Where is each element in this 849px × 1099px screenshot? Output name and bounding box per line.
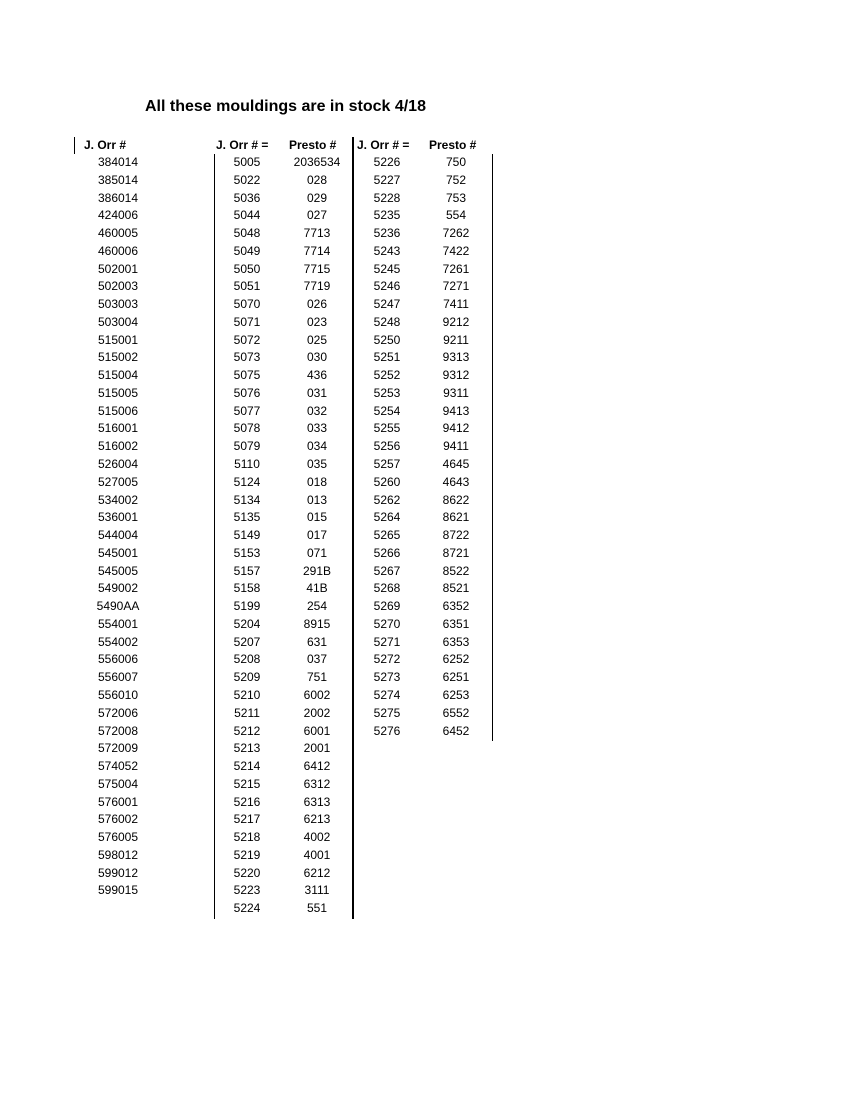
table-cell: 5490AA [96, 599, 140, 614]
table-cell: 5255 [373, 421, 401, 436]
table-cell: 2036534 [293, 155, 341, 169]
table-cell: 599015 [97, 883, 139, 898]
table-cell: 556006 [97, 652, 139, 667]
table-cell: 5227 [373, 172, 401, 187]
divider-group2 [214, 154, 215, 919]
table-cell: 5262 [373, 492, 401, 507]
table-cell: 8622 [442, 492, 470, 507]
table-cell: 502001 [97, 261, 139, 276]
table-cell: 8522 [442, 563, 470, 578]
divider-left [74, 137, 75, 154]
table-cell: 460005 [97, 226, 139, 241]
table-cell: 386014 [97, 190, 139, 205]
table-cell: 750 [445, 155, 467, 169]
table-cell: 6251 [442, 670, 470, 685]
table-cell: 5048 [233, 226, 261, 241]
table-cell: 7715 [303, 261, 331, 276]
table-cell: 6412 [303, 759, 331, 774]
table-cell: 5265 [373, 528, 401, 543]
table-cell: 5124 [233, 474, 261, 489]
table-cell: 5267 [373, 563, 401, 578]
header-jorr-3: J. Orr # = [357, 138, 410, 152]
table-cell: 5275 [373, 705, 401, 720]
table-cell: 753 [445, 190, 467, 205]
table-cell: 018 [306, 474, 328, 489]
table-cell: 5073 [233, 350, 261, 365]
table-cell: 5226 [373, 155, 401, 169]
page-title: All these mouldings are in stock 4/18 [145, 98, 426, 115]
table-cell: 527005 [97, 474, 139, 489]
table-cell: 5217 [233, 812, 261, 827]
table-cell: 3111 [304, 883, 330, 898]
table-cell: 2002 [303, 705, 331, 720]
table-cell: 6253 [442, 687, 470, 702]
table-cell: 576005 [97, 830, 139, 845]
table-cell: 9311 [443, 385, 469, 400]
table-cell: 5050 [233, 261, 261, 276]
table-cell: 291B [302, 563, 332, 578]
table-cell: 9413 [442, 403, 470, 418]
table-cell: 6252 [442, 652, 470, 667]
table-cell: 5153 [233, 545, 261, 560]
table-cell: 7411 [443, 297, 469, 312]
table-cell: 436 [306, 368, 328, 383]
table-cell: 5209 [233, 670, 261, 685]
table-cell: 6313 [303, 794, 331, 809]
table-cell: 5135 [233, 510, 261, 525]
table-cell: 5224 [233, 901, 261, 916]
table-cell: 023 [306, 314, 328, 329]
table-cell: 5269 [373, 599, 401, 614]
table-cell: 5236 [373, 226, 401, 241]
header-jorr-2: J. Orr # = [216, 138, 269, 152]
table-cell: 029 [306, 190, 328, 205]
table-cell: 5274 [373, 687, 401, 702]
table-cell: 9313 [442, 350, 470, 365]
table-cell: 576001 [97, 794, 139, 809]
table-cell: 460006 [97, 243, 139, 258]
table-cell: 574052 [97, 759, 139, 774]
table-cell: 384014 [97, 155, 139, 169]
table-cell: 502003 [97, 279, 139, 294]
header-presto-2: Presto # [429, 138, 477, 152]
divider-group3 [352, 137, 354, 919]
table-cell: 5254 [373, 403, 401, 418]
table-cell: 5051 [233, 279, 261, 294]
table-cell: 5264 [373, 510, 401, 525]
table-cell: 5272 [373, 652, 401, 667]
table-cell: 6212 [303, 865, 331, 880]
table-cell: 6452 [442, 723, 470, 738]
table-cell: 5071 [233, 314, 261, 329]
table-cell: 551 [306, 901, 328, 916]
column-jorr-group3 [362, 154, 412, 740]
divider-right [492, 154, 493, 741]
table-cell: 5216 [233, 794, 261, 809]
table-cell: 545005 [97, 563, 139, 578]
table-cell: 576002 [97, 812, 139, 827]
table-cell: 515001 [97, 332, 139, 347]
table-cell: 5199 [233, 599, 261, 614]
table-cell: 4001 [303, 847, 331, 862]
table-cell: 7271 [442, 279, 470, 294]
table-cell: 5252 [373, 368, 401, 383]
table-cell: 9312 [442, 368, 470, 383]
table-cell: 026 [306, 297, 328, 312]
table-cell: 5157 [233, 563, 261, 578]
table-cell: 572006 [97, 705, 139, 720]
table-cell: 599012 [97, 865, 139, 880]
table-cell: 9412 [442, 421, 470, 436]
table-cell: 5273 [373, 670, 401, 685]
column-presto-group2 [286, 154, 348, 918]
table-cell: 5235 [373, 208, 401, 223]
column-jorr-group2 [222, 154, 272, 918]
table-cell: 5070 [233, 297, 261, 312]
table-cell: 7422 [442, 243, 470, 258]
table-cell: 526004 [97, 457, 139, 472]
header-presto-1: Presto # [289, 138, 337, 152]
table-cell: 5005 [233, 155, 261, 169]
table-cell: 572008 [97, 723, 139, 738]
table-cell: 5212 [233, 723, 261, 738]
table-cell: 5247 [373, 297, 401, 312]
table-cell: 6312 [303, 776, 331, 791]
table-cell: 5276 [373, 723, 401, 738]
table-cell: 5271 [373, 634, 401, 649]
table-cell: 554001 [97, 616, 139, 631]
table-cell: 556007 [97, 670, 139, 685]
table-cell: 5072 [233, 332, 261, 347]
table-cell: 5266 [373, 545, 401, 560]
table-cell: 554002 [97, 634, 139, 649]
table-cell: 503004 [97, 314, 139, 329]
table-cell: 6552 [442, 705, 470, 720]
table-cell: 5110 [234, 457, 260, 472]
table-cell: 5253 [373, 385, 401, 400]
table-cell: 5246 [373, 279, 401, 294]
table-cell: 5036 [233, 190, 261, 205]
table-cell: 751 [306, 670, 328, 685]
table-cell: 034 [306, 439, 328, 454]
table-cell: 7714 [303, 243, 331, 258]
table-cell: 5215 [233, 776, 261, 791]
table-cell: 572009 [97, 741, 139, 756]
table-cell: 5149 [233, 528, 261, 543]
column-jorr-stock [88, 154, 148, 900]
table-cell: 030 [306, 350, 328, 365]
table-cell: 9212 [442, 314, 470, 329]
table-cell: 9411 [443, 439, 469, 454]
table-cell: 5270 [373, 616, 401, 631]
header-jorr-1: J. Orr # [84, 138, 127, 152]
table-cell: 5245 [373, 261, 401, 276]
table-cell: 549002 [97, 581, 139, 596]
table-cell: 2001 [303, 741, 331, 756]
table-cell: 503003 [97, 297, 139, 312]
table-cell: 025 [306, 332, 328, 347]
table-cell: 028 [306, 172, 328, 187]
table-cell: 545001 [97, 545, 139, 560]
table-cell: 7713 [303, 226, 331, 241]
table-cell: 4002 [303, 830, 331, 845]
table-cell: 071 [306, 545, 328, 560]
table-cell: 5220 [233, 865, 261, 880]
table-cell: 5049 [233, 243, 261, 258]
table-cell: 5243 [373, 243, 401, 258]
table-cell: 8621 [442, 510, 470, 525]
table-cell: 5134 [233, 492, 261, 507]
table-cell: 41B [306, 581, 328, 596]
table-cell: 5211 [234, 705, 260, 720]
table-cell: 631 [306, 634, 328, 649]
table-cell: 033 [306, 421, 328, 436]
table-cell: 554 [445, 208, 467, 223]
table-cell: 544004 [97, 528, 139, 543]
table-cell: 5251 [373, 350, 401, 365]
table-cell: 8521 [442, 581, 470, 596]
table-cell: 032 [306, 403, 328, 418]
table-cell: 4643 [442, 474, 470, 489]
table-cell: 5075 [233, 368, 261, 383]
table-cell: 017 [306, 528, 328, 543]
table-cell: 5207 [233, 634, 261, 649]
table-cell: 037 [306, 652, 328, 667]
table-cell: 8722 [442, 528, 470, 543]
table-cell: 5208 [233, 652, 261, 667]
table-cell: 6001 [303, 723, 331, 738]
table-cell: 5077 [233, 403, 261, 418]
table-cell: 7261 [442, 261, 470, 276]
table-cell: 5228 [373, 190, 401, 205]
table-cell: 515005 [97, 385, 139, 400]
table-cell: 013 [306, 492, 328, 507]
table-cell: 534002 [97, 492, 139, 507]
table-cell: 5219 [233, 847, 261, 862]
table-cell: 536001 [97, 510, 139, 525]
table-cell: 8915 [303, 616, 331, 631]
table-cell: 385014 [97, 172, 139, 187]
table-cell: 5268 [373, 581, 401, 596]
table-cell: 6213 [303, 812, 331, 827]
table-cell: 5078 [233, 421, 261, 436]
table-cell: 515002 [97, 350, 139, 365]
table-cell: 598012 [97, 847, 139, 862]
table-cell: 424006 [97, 208, 139, 223]
table-cell: 254 [306, 599, 328, 614]
table-cell: 5218 [233, 830, 261, 845]
table-cell: 575004 [97, 776, 139, 791]
table-cell: 9211 [443, 332, 469, 347]
table-cell: 031 [306, 385, 328, 400]
column-presto-group3 [431, 154, 481, 740]
table-cell: 6352 [442, 599, 470, 614]
table-cell: 5210 [233, 687, 261, 702]
table-cell: 5214 [233, 759, 261, 774]
table-cell: 8721 [442, 545, 470, 560]
table-cell: 5076 [233, 385, 261, 400]
table-cell: 6351 [442, 616, 470, 631]
table-cell: 5213 [233, 741, 261, 756]
table-cell: 556010 [97, 687, 139, 702]
table-cell: 027 [306, 208, 328, 223]
table-cell: 015 [306, 510, 328, 525]
table-cell: 5079 [233, 439, 261, 454]
table-cell: 5158 [233, 581, 261, 596]
table-cell: 515004 [97, 368, 139, 383]
table-cell: 7719 [303, 279, 331, 294]
table-cell: 515006 [97, 403, 139, 418]
table-cell: 6002 [303, 687, 331, 702]
table-cell: 516001 [97, 421, 139, 436]
table-cell: 6353 [442, 634, 470, 649]
table-cell: 516002 [97, 439, 139, 454]
table-cell: 5044 [233, 208, 261, 223]
table-cell: 5256 [373, 439, 401, 454]
table-cell: 5250 [373, 332, 401, 347]
table-cell: 035 [306, 457, 328, 472]
table-cell: 5257 [373, 457, 401, 472]
table-cell: 5223 [233, 883, 261, 898]
table-cell: 752 [445, 172, 467, 187]
table-cell: 7262 [442, 226, 470, 241]
table-cell: 5260 [373, 474, 401, 489]
table-cell: 5204 [233, 616, 261, 631]
table-cell: 5022 [233, 172, 261, 187]
table-cell: 5248 [373, 314, 401, 329]
table-cell: 4645 [442, 457, 470, 472]
